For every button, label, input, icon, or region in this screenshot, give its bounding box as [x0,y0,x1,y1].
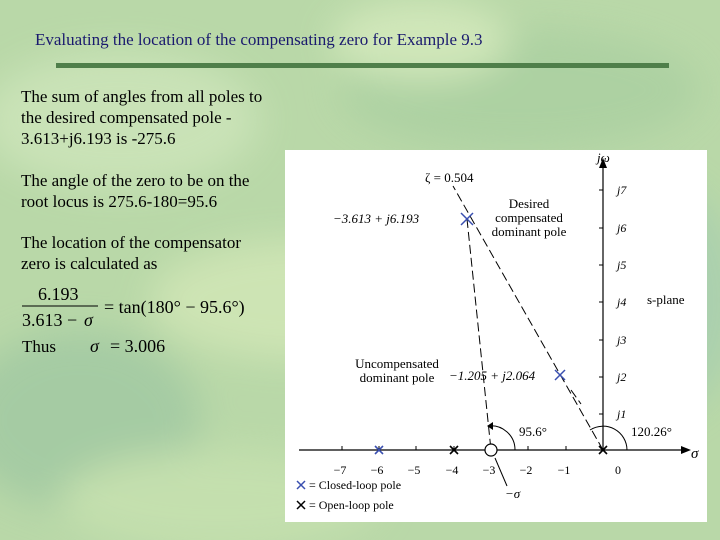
result-sigma: σ [90,336,99,356]
real-axis-arrow [681,446,691,454]
thus-label: Thus [22,337,56,356]
imag-tick-label: j2 [617,370,627,384]
paragraph-line: The angle of the zero to be on the [21,171,250,190]
real-tick-labels [334,463,621,477]
pole-angle-arc [590,426,627,450]
desired-pole-label-line: Desired [508,196,550,211]
imag-tick-label: j1 [617,407,627,421]
zero-angle-arrow [487,422,493,430]
desired-pole-label [492,196,567,239]
paragraph-line: zero is calculated as [21,254,158,273]
closed-loop-legend-icon [297,481,305,489]
uncompensated-pole-label-line: dominant pole [359,370,435,385]
paragraph-line: The sum of angles from all poles to [21,87,263,106]
real-axis-label: σ [691,446,699,462]
uncompensated-pole-label [355,356,439,385]
imag-tick-label: j4 [617,295,627,309]
uncompensated-pole-value: −1.205 + j2.064 [449,368,536,383]
real-tick-label: −1 [557,463,571,477]
equation-sigma: σ [84,310,93,330]
equation-denominator: 3.613 − [22,310,78,330]
open-loop-legend-icon [297,501,305,509]
real-tick-label: −4 [445,463,459,477]
open-loop-legend-label: = Open-loop pole [309,498,394,512]
equation-numerator: 6.193 [38,284,79,304]
uncompensated-pole-label-line: Uncompensated [355,356,439,371]
title-underline [56,63,669,68]
slide-title: Evaluating the location of the compensating zero for Example 9.3 [35,30,483,49]
imag-tick-label: j5 [617,258,627,272]
imag-axis-label: jω [597,150,610,165]
imag-tick-label: j7 [617,183,627,197]
closed-loop-legend-label: = Closed-loop pole [309,478,402,492]
paragraph-line: 3.613+j6.193 is -275.6 [21,129,176,148]
desired-pole-label-line: compensated [495,210,563,225]
paragraph-line: the desired compensated pole - [21,108,232,127]
paragraph-angle-sum [21,86,262,149]
real-tick-label: 0 [615,463,621,477]
real-tick-label: −5 [407,463,421,477]
legend [297,478,401,512]
imag-tick-label: j6 [617,221,627,235]
paragraph-zero-angle [21,170,249,212]
zero-leader-line [495,458,507,486]
zero-angle-line [467,219,491,450]
zero-label: −σ [505,486,521,501]
imag-tick-labels [615,183,627,421]
equation-rhs: = tan(180° − 95.6°) [104,297,245,317]
paragraph-zero-location [21,232,241,274]
real-tick-label: −2 [519,463,533,477]
real-tick-label: −6 [370,463,384,477]
compensator-zero [485,444,497,456]
result-value: = 3.006 [110,336,166,356]
real-tick-label: −7 [333,463,347,477]
desired-pole-value: −3.613 + j6.193 [333,211,420,226]
imag-tick-label: j3 [617,333,627,347]
paragraph-line: The location of the compensator [21,233,241,252]
zero-location-equation [18,284,288,364]
real-tick-label: −3 [482,463,496,477]
uncompensated-pole [555,370,565,380]
pole-angle-label: 120.26° [631,424,672,439]
desired-pole-label-line: dominant pole [491,224,567,239]
root-locus-diagram [285,150,707,522]
zeta-label: ζ = 0.504 [425,170,474,185]
s-plane-label: s-plane [647,292,685,307]
zero-angle-label: 95.6° [519,424,547,439]
paragraph-line: root locus is 275.6-180=95.6 [21,192,218,211]
